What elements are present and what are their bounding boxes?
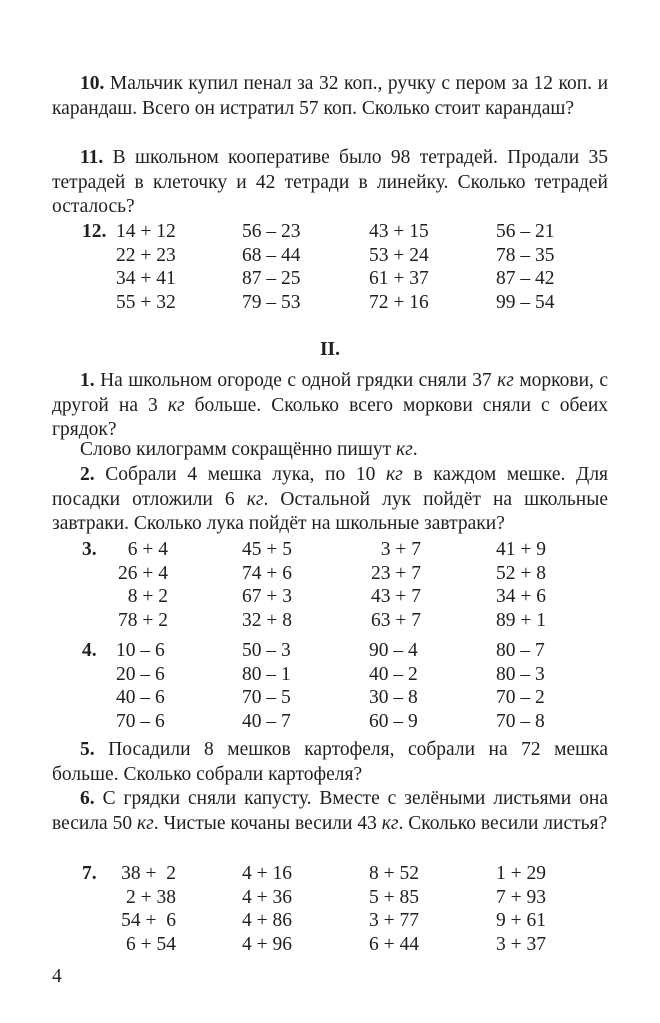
expression: 14 + 12	[116, 221, 176, 242]
expression: 5 + 85	[369, 886, 419, 908]
exercise-column-1	[116, 220, 176, 314]
problem-text: . Остальной лук пойдёт на школьные завтраки. Сколько лука пойдёт на школьные завтраки?	[52, 488, 608, 534]
exercise-column-4	[496, 538, 546, 632]
expression: 40 – 7	[242, 710, 291, 732]
exercise-column-3	[369, 639, 418, 733]
expression: 70 – 6	[116, 710, 165, 732]
unit-kg: кг	[246, 488, 264, 510]
problem-text: больше. Сколько всего моркови сняли с обеих грядок?	[52, 394, 609, 440]
problem-number: 2.	[80, 464, 95, 485]
expression: 67 + 3	[242, 586, 292, 607]
exercise-column-3	[369, 220, 429, 314]
exercise-column-4	[496, 862, 546, 956]
expression: 32 + 8	[242, 609, 292, 631]
note-kilogram	[52, 438, 608, 463]
expression: 4 + 16	[242, 863, 292, 884]
problem-5	[52, 738, 608, 787]
expression: 89 + 1	[496, 609, 546, 631]
expression: 74 + 6	[242, 562, 292, 584]
expression: 70 – 5	[242, 687, 291, 708]
problem-text: . Сколько весили листья?	[398, 812, 608, 834]
expression: 34 + 6	[496, 586, 546, 607]
problem-number: 5.	[80, 739, 95, 760]
expression: 30 – 8	[369, 687, 418, 708]
unit-kg: кг	[381, 812, 399, 834]
expression: 90 – 4	[369, 640, 418, 661]
problem-6	[52, 787, 608, 836]
exercise-column-1	[116, 639, 165, 733]
expression: 4 + 36	[242, 886, 292, 908]
expression: 3 + 77	[369, 910, 419, 931]
expression: 20 – 6	[116, 663, 165, 685]
expression: 41 + 9	[496, 539, 546, 560]
exercise-column-3	[369, 862, 419, 956]
exercise-column-2	[242, 639, 291, 733]
expression: 40 – 2	[369, 663, 418, 685]
expression: 52 + 8	[496, 562, 546, 584]
unit-kg: кг	[396, 439, 413, 460]
exercise-column-1	[116, 538, 168, 632]
expression: 53 + 24	[369, 244, 429, 266]
expression: 87 – 42	[496, 268, 555, 289]
expression: 38 + 2	[121, 863, 176, 884]
note-text: Слово килограмм сокращённо пишут	[80, 439, 397, 460]
expression: 50 – 3	[242, 640, 291, 661]
expression: 55 + 32	[116, 291, 176, 313]
expression: 79 – 53	[242, 291, 301, 313]
exercise-column-2	[242, 538, 292, 632]
note-text: .	[412, 439, 418, 460]
problem-text: Мальчик купил пенал за 32 коп., ручку с пером за 12 коп. и карандаш. Всего он истратил 57 коп. Сколько стоит карандаш?	[52, 73, 609, 119]
expression: 43 + 7	[371, 586, 421, 607]
expression: 80 – 3	[496, 663, 545, 685]
expression: 54 + 6	[121, 910, 176, 931]
exercise-number: 4.	[82, 640, 97, 661]
expression: 3 + 7	[380, 539, 421, 560]
exercise-column-1	[110, 862, 176, 956]
exercise-column-4	[496, 220, 555, 314]
page-number: 4	[52, 966, 62, 987]
exercise-column-3	[369, 538, 421, 632]
expression: 23 + 7	[371, 562, 421, 584]
problem-text: С грядки сняли капусту. Вместе с зелёными листьями она весила 50	[52, 788, 608, 834]
problem-text: моркови, с другой на 3	[52, 370, 609, 416]
unit-kg: кг	[497, 370, 514, 391]
expression: 45 + 5	[242, 539, 292, 560]
problem-number: 11.	[80, 147, 104, 168]
problem-number: 1.	[80, 370, 95, 391]
exercise-number: 12.	[82, 221, 107, 242]
exercise-number: 3.	[82, 539, 97, 560]
expression: 70 – 8	[496, 710, 545, 732]
expression: 8 + 2	[127, 586, 168, 607]
expression: 9 + 61	[496, 910, 546, 931]
expression: 10 – 6	[116, 640, 165, 661]
expression: 3 + 37	[496, 933, 546, 955]
expression: 63 + 7	[371, 609, 421, 631]
expression: 99 – 54	[496, 291, 555, 313]
problem-1	[52, 369, 608, 443]
expression: 8 + 52	[369, 863, 419, 884]
expression: 40 – 6	[116, 687, 165, 708]
expression: 80 – 1	[242, 663, 291, 685]
unit-kg: кг	[167, 394, 185, 416]
expression: 22 + 23	[116, 244, 176, 266]
expression: 4 + 96	[242, 933, 292, 955]
exercise-column-4	[496, 639, 545, 733]
unit-kg: кг	[386, 464, 403, 485]
expression: 78 – 35	[496, 244, 555, 266]
problem-text: На школьном огороде с одной грядки сняли 37	[100, 370, 498, 391]
problem-text: в каждом мешке. Для посадки отложили 6	[52, 464, 609, 510]
expression: 61 + 37	[369, 268, 429, 289]
expression: 6 + 44	[369, 933, 419, 955]
expression: 68 – 44	[242, 244, 301, 266]
exercise-column-2	[242, 220, 301, 314]
problem-text: В школьном кооперативе было 98 тетрадей. Продали 35 тетрадей в клеточку и 42 тетради в линейку. Сколько тетрадей осталось?	[52, 147, 609, 217]
problem-2	[52, 463, 608, 537]
unit-kg: кг	[136, 812, 154, 834]
expression: 56 – 21	[496, 221, 555, 242]
expression: 4 + 86	[242, 910, 292, 931]
problem-10	[52, 72, 608, 121]
expression: 87 – 25	[242, 268, 301, 289]
expression: 1 + 29	[496, 863, 546, 884]
problem-text: . Чистые кочаны весили 43	[153, 812, 382, 834]
problem-11	[52, 146, 608, 220]
section-heading: II.	[319, 339, 341, 360]
problem-number: 10.	[80, 73, 105, 94]
expression: 7 + 93	[496, 886, 546, 908]
problem-text: Посадили 8 мешков картофеля, собрали на 72 мешка больше. Сколько собрали картофеля?	[52, 739, 608, 785]
expression: 72 + 16	[369, 291, 429, 313]
expression: 6 + 4	[127, 539, 168, 560]
expression: 80 – 7	[496, 640, 545, 661]
expression: 2 + 38	[126, 886, 176, 908]
expression: 78 + 2	[118, 609, 168, 631]
expression: 43 + 15	[369, 221, 429, 242]
expression: 34 + 41	[116, 268, 176, 289]
exercise-column-2	[242, 862, 292, 956]
problem-text: Собрали 4 мешка лука, по 10	[105, 464, 387, 485]
expression: 6 + 54	[126, 933, 176, 955]
expression: 56 – 23	[242, 221, 301, 242]
exercise-number: 7.	[82, 863, 97, 884]
expression: 60 – 9	[369, 710, 418, 732]
problem-number: 6.	[80, 788, 95, 809]
expression: 70 – 2	[496, 687, 545, 708]
expression: 26 + 4	[118, 562, 168, 584]
